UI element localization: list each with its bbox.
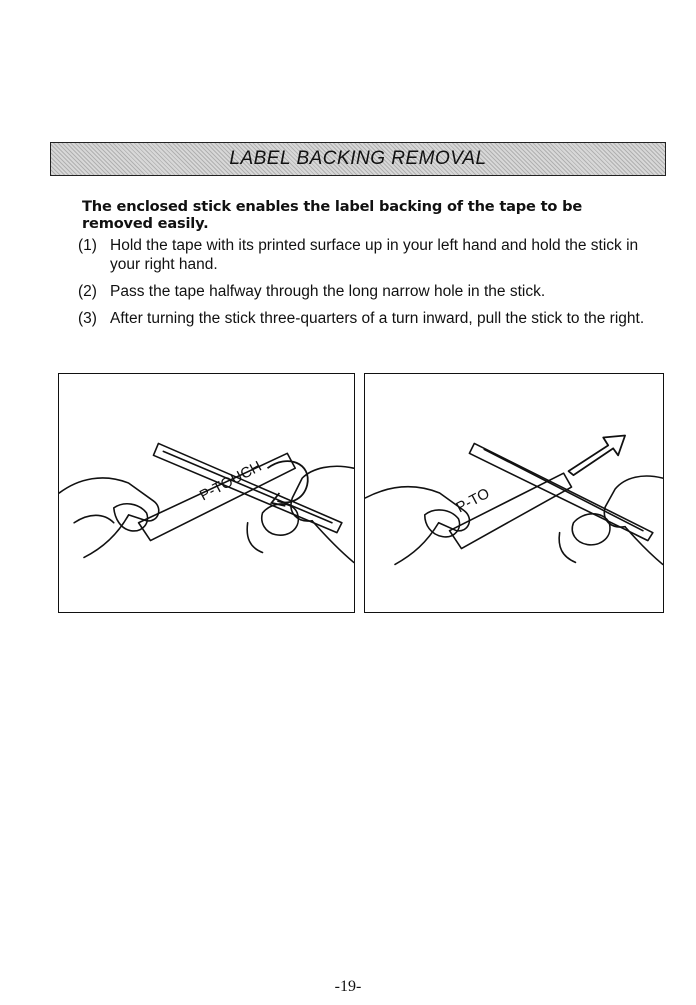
left-hand-outline bbox=[365, 487, 469, 565]
left-thumb-outline bbox=[425, 510, 460, 537]
right-hand-outline bbox=[291, 466, 354, 521]
left-hand-outline bbox=[59, 478, 159, 558]
step-item bbox=[78, 309, 648, 328]
illustration-rotate-stick bbox=[58, 373, 355, 613]
stick-outline bbox=[153, 443, 341, 532]
illustration-pull-stick bbox=[364, 373, 664, 613]
section-title: LABEL BACKING REMOVAL bbox=[229, 148, 487, 169]
intro-text: The enclosed stick enables the label backing of the tape to be removed easily. bbox=[82, 198, 583, 232]
step-item bbox=[78, 236, 648, 274]
pull-stick-drawing bbox=[365, 374, 663, 612]
steps-list bbox=[78, 236, 648, 336]
step-number: (1) bbox=[78, 237, 97, 254]
step-text: After turning the stick three-quarters of a turn inward, pull the stick to the right. bbox=[110, 310, 645, 327]
step-text: Hold the tape with its printed surface up in your left hand and hold the stick in your right hand. bbox=[110, 237, 639, 273]
step-item bbox=[78, 282, 648, 301]
tape-label-text: P-TO bbox=[453, 485, 493, 517]
right-hand-outline bbox=[604, 476, 662, 527]
step-number: (3) bbox=[78, 310, 97, 327]
left-thumb-outline bbox=[114, 504, 148, 531]
tape-label-text: P-TOUCH bbox=[197, 458, 265, 505]
step-text: Pass the tape halfway through the long narrow hole in the stick. bbox=[110, 283, 546, 300]
page-number: -19- bbox=[334, 978, 362, 995]
pull-arrow-icon bbox=[569, 435, 626, 475]
step-number: (2) bbox=[78, 283, 97, 300]
rotate-stick-drawing bbox=[59, 374, 354, 612]
section-banner bbox=[50, 142, 666, 176]
